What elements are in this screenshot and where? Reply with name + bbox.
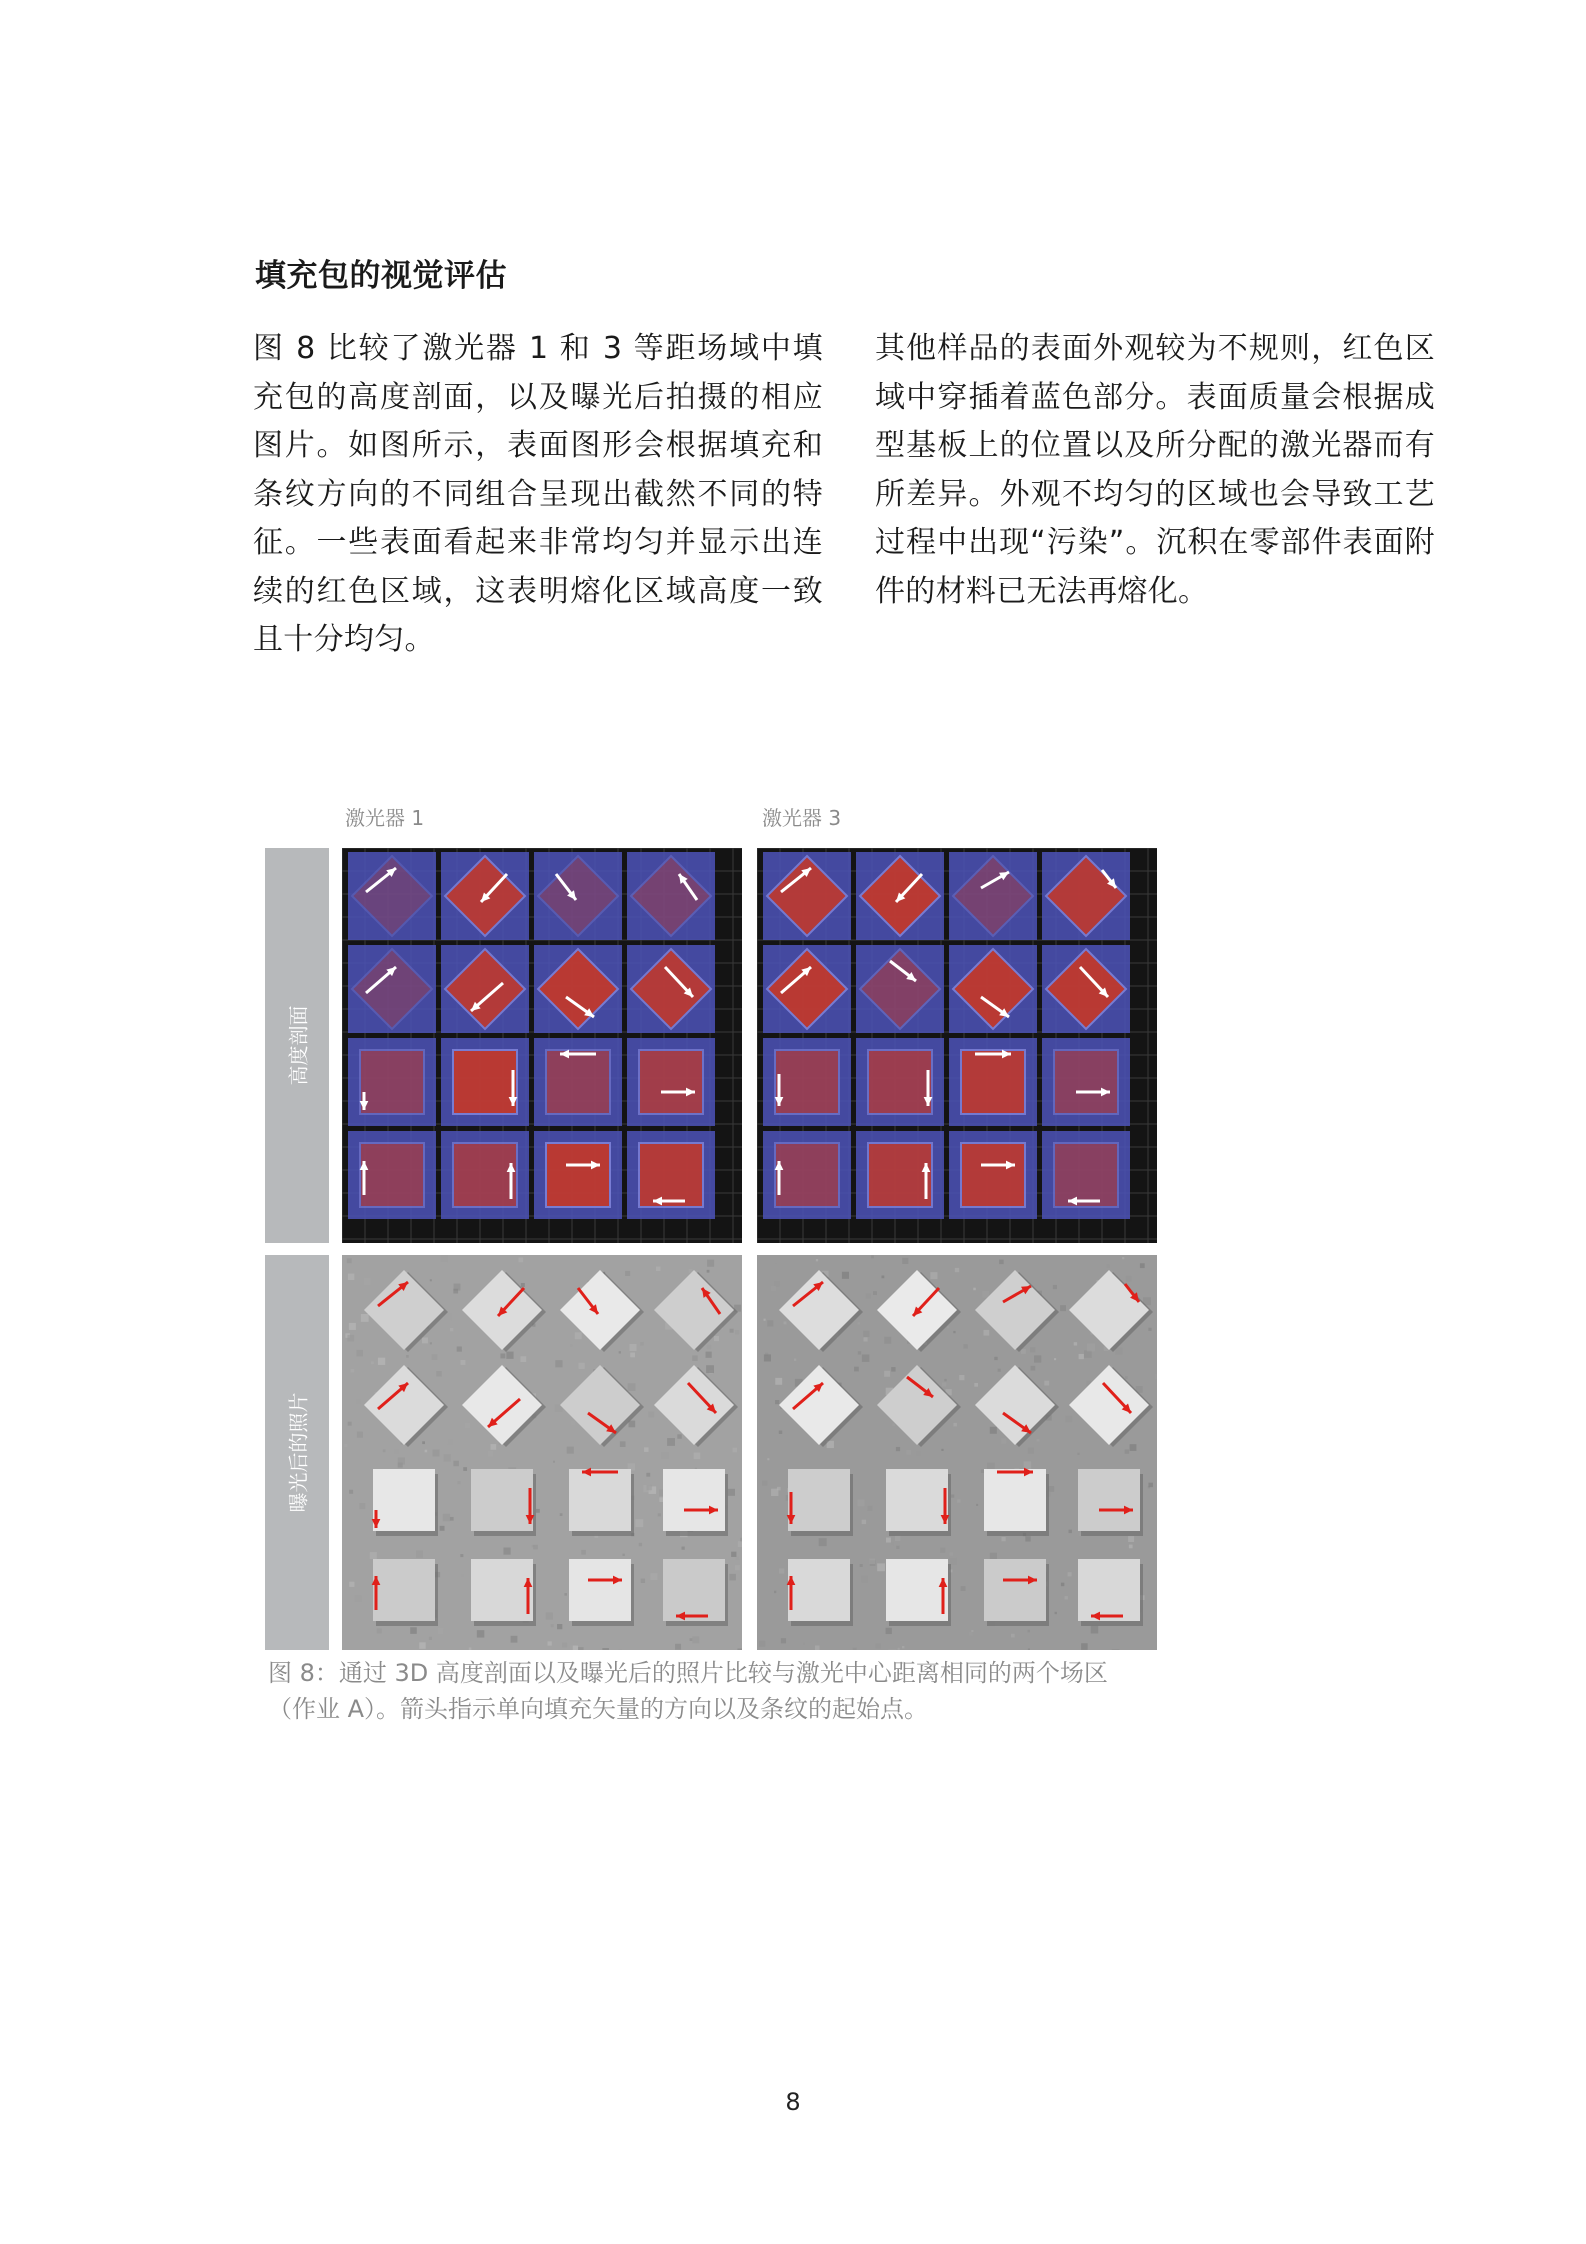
section-heading: 填充包的视觉评估 <box>255 258 507 294</box>
fill-sample <box>949 852 1037 940</box>
fill-sample <box>534 1038 622 1126</box>
printed-sample <box>1078 1469 1143 1536</box>
fill-sample <box>441 945 529 1033</box>
row-label-photo: 曝光后的照片 <box>265 1255 329 1650</box>
fill-sample <box>348 945 436 1033</box>
fill-sample <box>627 1131 715 1219</box>
printed-sample <box>886 1559 951 1626</box>
printed-sample <box>984 1559 1049 1626</box>
height-profile-laser-3 <box>757 848 1157 1243</box>
printed-sample <box>471 1559 536 1626</box>
fill-sample <box>949 945 1037 1033</box>
printed-sample <box>569 1469 634 1536</box>
fill-sample <box>348 1131 436 1219</box>
fill-sample <box>1042 945 1130 1033</box>
fill-sample <box>627 945 715 1033</box>
figure-8 <box>265 790 1165 1780</box>
fill-sample <box>627 852 715 940</box>
fill-sample <box>763 945 851 1033</box>
fill-sample <box>348 1038 436 1126</box>
fill-sample <box>856 1131 944 1219</box>
fill-sample <box>1042 1038 1130 1126</box>
fill-sample <box>627 1038 715 1126</box>
printed-sample <box>788 1559 853 1626</box>
photo-laser-1 <box>342 1255 742 1650</box>
fill-sample <box>1042 852 1130 940</box>
fill-sample <box>763 1038 851 1126</box>
fill-sample <box>949 1038 1037 1126</box>
printed-sample <box>373 1559 438 1626</box>
fill-sample <box>1042 1131 1130 1219</box>
printed-sample <box>984 1469 1049 1536</box>
printed-sample <box>471 1469 536 1536</box>
laser-3-label: 激光器 3 <box>762 806 842 830</box>
fill-sample <box>534 945 622 1033</box>
laser-1-label: 激光器 1 <box>345 806 425 830</box>
figure-caption: 图 8：通过 3D 高度剖面以及曝光后的照片比较与激光中心距离相同的两个场区（作业 A）。箭头指示单向填充矢量的方向以及条纹的起始点。 <box>268 1659 1108 1723</box>
page-number: 8 <box>785 2088 801 2116</box>
fill-sample <box>534 852 622 940</box>
fill-sample <box>441 1131 529 1219</box>
fill-sample <box>348 852 436 940</box>
fill-sample <box>763 1131 851 1219</box>
fill-sample <box>949 1131 1037 1219</box>
printed-sample <box>788 1469 853 1536</box>
body-paragraph-left: 图 8 比较了激光器 1 和 3 等距场域中填充包的高度剖面，以及曝光后拍摄的相应图片。如图所示，表面图形会根据填充和条纹方向的不同组合呈现出截然不同的特征。一些表面看起来非常均匀并显示出连续的红色区域，这表明熔化区域高度一致且十分均匀。 <box>253 331 823 657</box>
body-paragraph-right: 其他样品的表面外观较为不规则，红色区域中穿插着蓝色部分。表面质量会根据成型基板上的位置以及所分配的激光器而有所差异。外观不均匀的区域也会导致工艺过程中出现“污染”。沉积在零部件表面附件的材料已无法再熔化。 <box>875 331 1435 609</box>
fill-sample <box>763 852 851 940</box>
fill-sample <box>534 1131 622 1219</box>
row-label-height-profile: 高度剖面 <box>265 848 329 1243</box>
fill-sample <box>441 1038 529 1126</box>
printed-sample <box>569 1559 634 1626</box>
fill-sample <box>856 945 944 1033</box>
photo-laser-3 <box>757 1255 1157 1650</box>
printed-sample <box>373 1469 438 1536</box>
printed-sample <box>886 1469 951 1536</box>
printed-sample <box>663 1469 728 1536</box>
fill-sample <box>856 1038 944 1126</box>
height-profile-laser-1 <box>342 848 742 1243</box>
